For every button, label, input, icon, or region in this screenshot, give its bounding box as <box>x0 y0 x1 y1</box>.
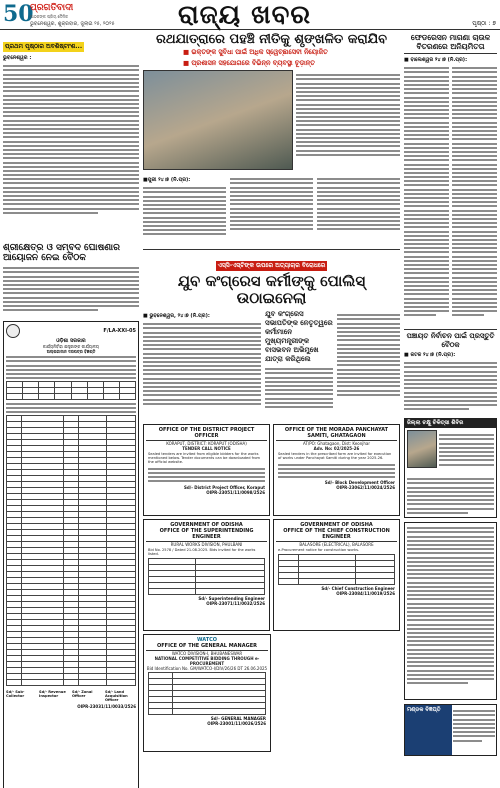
ad-ghatagaon <box>273 424 400 516</box>
right-box-photo <box>407 430 437 468</box>
right-top-headline: ଫେଡରେସନ ମାଗଣା ଚାଉଳ ବିତରଣରେ ଅନିୟମିତତା <box>404 33 497 54</box>
paper-name: ପ୍ରଗତିବାଦୀ <box>30 3 74 13</box>
ad-saline-gov: GOVERNMENT OF ODISHA <box>300 522 373 528</box>
left-column <box>3 33 139 788</box>
left-article-body <box>3 63 139 237</box>
ad-koraput <box>143 424 270 516</box>
middle-column <box>143 33 400 752</box>
ad-saline <box>273 519 400 631</box>
tender-table-1 <box>6 381 136 400</box>
right-box-title: ଜିଲ୍ଲା ଚକ୍ଷୁ ଚିକିତ୍ସା ଶିବିର <box>405 419 496 428</box>
right-column <box>404 33 497 756</box>
signatory-1: Sd/- Sub-Collector <box>6 690 25 699</box>
ad-koraput-sign: Sd/- District Project Officer, Koraput <box>184 484 265 490</box>
ad-watco-table <box>148 672 266 715</box>
ad-rural-oipr: OIPR-23071/11/0032/2526 <box>206 601 265 607</box>
tender-org: ଓଡ଼ିଶା ସରକାର <box>56 338 86 344</box>
ad-rural-table <box>148 558 265 595</box>
signatory-4: Sd/- Land Acquisition Officer <box>105 690 128 703</box>
ad-ghatagaon-sub: AT/PO: Ghatagaon, Dist: Keonjhar <box>302 441 371 446</box>
lead-bullet-1: ■ ଭକ୍ତଙ୍କ ସୁବିଧା ପାଇଁ ଅଧିକ ସ୍ୱେଚ୍ଛାସେବୀ ନିୟୋଜିତ <box>183 48 328 56</box>
lead-bullets <box>183 48 400 68</box>
section-title: ରାଜ୍ୟ ଖବର <box>178 0 312 30</box>
ad-ghatagaon-title: OFFICE OF THE MORADA PANCHAYAT SAMITI, GHATAGAON <box>276 427 397 441</box>
lead-photo <box>143 70 293 170</box>
left-second-article <box>3 243 139 315</box>
ad-rural-sub: RURAL WORKS DIVISION, PHULBANI <box>170 542 243 547</box>
ad-koraput-sub: KORAPUT, DISTRICT: KORAPUT (ODISHA) <box>166 441 247 446</box>
land-acquisition-notice <box>3 321 139 788</box>
lead-bullet-2: ■ ପ୍ରଶାସନ ସହଯୋଗରେ ବିଭିନ୍ନ ବ୍ୟବସ୍ଥା ଚୂଡ଼ାନ୍ତ <box>183 59 315 67</box>
left-oipr: OIPR-23031/11/0033/2526 <box>77 704 136 710</box>
second-headline: ଯୁବ କଂଗ୍ରେସ କର୍ମୀଙ୍କୁ ପୋଲିସ୍ ଉଠାଇନେଲା <box>177 272 366 307</box>
anniversary-logo: 50 <box>3 1 34 27</box>
signatory-row <box>6 690 136 702</box>
ad-rural-gov: GOVERNMENT OF ODISHA <box>170 522 243 528</box>
pull-quote: ଯୁବ କଂଗ୍ରେସ ସଭାପତିଙ୍କ ନେତୃତ୍ୱରେ କର୍ମୀମାନେ ମୁଖ୍ୟମନ୍ତ୍ରୀଙ୍କ ବାସଭବନ ଅଭିମୁଖେ ଯାତ୍ରା କରିଥିଲେ <box>265 310 333 363</box>
tender-office: କାର୍ଯ୍ୟନିର୍ବାହୀ ଯନ୍ତ୍ରୀଙ୍କ କାର୍ଯ୍ୟାଳୟ <box>42 344 100 349</box>
ad-koraput-title: OFFICE OF THE DISTRICT PROJECT OFFICER <box>146 427 267 441</box>
tender-ref: F/LA-XXI-05 <box>103 328 136 334</box>
ad-watco-oipr: OIPR-23001/11/0026/2526 <box>207 721 266 726</box>
ad-saline-body: e-Procurement notice for construction works. <box>278 548 360 552</box>
signatory-3: Sd/- Zonal Officer <box>72 690 93 699</box>
ad-watco <box>143 634 271 752</box>
left-headline: ଶ୍ରୀକ୍ଷେତ୍ର ଓ ସମ୍ବଦ ଘୋଷଣାର ଆୟୋଜନ ନେଇ ବୈଠକ <box>3 243 120 263</box>
right-bottom-ad <box>404 704 497 756</box>
ad-rural-sign: Sd/- Superintending Engineer <box>198 596 265 602</box>
ad-rural-works <box>143 519 270 631</box>
tender-notice: ଅଲ୍ପକାଳୀନ ଦରପତ୍ର ବିଜ୍ଞପ୍ତି <box>46 349 96 354</box>
ad-watco-org: WATCO <box>196 637 218 643</box>
page-number: ପୃଷ୍ଠା : ୭ <box>472 20 496 27</box>
masthead <box>0 0 500 30</box>
lead-body-columns <box>143 174 400 243</box>
second-story <box>143 249 400 419</box>
ad-saline-title: OFFICE OF THE CHIEF CONSTRUCTION ENGINEER <box>276 528 397 542</box>
ad-saline-oipr: OIPR-23084/11/0019/2526 <box>336 591 395 597</box>
lead-headline: ରଥଯାତ୍ରାରେ ପହଞ୍ଚି ନୀତିକୁ ଶୃଙ୍ଖଳିତ କରାଯିବ <box>155 32 388 47</box>
ad-saline-table <box>278 554 395 585</box>
right-mid-article <box>404 329 497 414</box>
right-mid-headline: ପଞ୍ଚାୟତ ନିର୍ବାଚନ ପାଇଁ ପ୍ରସ୍ତୁତି ବୈଠକ <box>406 332 495 349</box>
issue-date: ଭୁବନେଶ୍ୱର, ଶୁକ୍ରବାର, ଜୁଲାଇ ୨୫, ୨୦୨୫ <box>30 21 115 27</box>
ad-rural-body: Bid No. 2578 / Dated 21.08.2025. Bids invited for the works listed. <box>148 548 256 557</box>
second-dateline: ■ ଭୁବନେଶ୍ୱର, ୨୪।୭ (ନି.ପ୍ର): <box>143 313 210 319</box>
ad-koraput-body: Sealed tenders are invited from eligible bidders for the works mentioned below. Tender documents can be downloaded from the official website. <box>148 452 261 465</box>
ad-watco-title: OFFICE OF THE GENERAL MANAGER <box>146 643 268 651</box>
ads-grid <box>143 424 400 631</box>
ad-koraput-notice: TENDER CALL NOTICE <box>182 446 231 451</box>
emblem-icon <box>6 324 20 338</box>
ad-watco-ref: Bid Identification No. GM/WATCO-I/DIV/26/26 DT 26.06.2025 <box>146 666 268 671</box>
ad-ghatagaon-sign: Sd/- Block Development Officer <box>324 480 395 486</box>
right-classified-box <box>404 522 497 700</box>
right-box-notice <box>404 418 497 518</box>
ad-watco-notice: NATIONAL COMPETITIVE BIDDING THROUGH e-PROCUREMENT <box>154 656 260 666</box>
ad-saline-sub: BALASORE (ELECTRICAL), BALASORE <box>299 542 374 547</box>
continuation-kicker: ପ୍ରଥମ ପୃଷ୍ଠାର ଅବଶିଷ୍ଟାଂଶ... <box>5 43 83 50</box>
ad-koraput-oipr: OIPR-23051/11/0098/2526 <box>206 489 265 495</box>
ad-ghatagaon-body: Sealed tenders in the prescribed form are invited for execution of works under Panchayat Samiti during the year 2025-26. <box>278 452 392 461</box>
lead-dateline: ■ପୁରୀ ୨୪।୭ (ନି.ପ୍ର): <box>143 177 191 183</box>
right-bottom-ad-title: ମଣ୍ଡଳ ବିଜ୍ଞପ୍ତି <box>405 705 452 755</box>
ad-watco-sub: WATCO DIVISION-I, BHUBANESWAR <box>171 651 243 656</box>
right-mid-dateline: ■ କଟକ ୨୪।୭ (ନି.ପ୍ର): <box>404 352 456 358</box>
ad-ghatagaon-notice: Adv. No: 02/2025-26 <box>313 446 360 451</box>
right-top-dateline: ■ ବାଲେଶ୍ୱର ୨୪।୭ (ନି.ପ୍ର): <box>404 57 468 63</box>
tender-table-2 <box>6 415 136 686</box>
paper-tagline: ପାଠକଙ୍କ ପ୍ରିୟ ଦୈନିକ <box>30 14 69 19</box>
ad-saline-sign: Sd/- Chief Construction Engineer <box>321 586 395 592</box>
ad-rural-title: OFFICE OF THE SUPERINTENDING ENGINEER <box>146 528 267 542</box>
ad-ghatagaon-oipr: OIPR-23062/11/0024/2526 <box>336 485 395 491</box>
left-dateline: ଭୁବନେଶ୍ୱର : <box>3 55 32 61</box>
second-kicker: ଏସ୍‌ସି-ଏସ୍‌ଟିଙ୍କ ଉପରେ ଅତ୍ୟାଚାର ବିରୋଧରେ <box>217 262 326 269</box>
signatory-2: Sd/- Revenue Inspector <box>39 690 66 699</box>
ad-watco-sign: Sd/- GENERAL MANAGER <box>210 716 266 721</box>
